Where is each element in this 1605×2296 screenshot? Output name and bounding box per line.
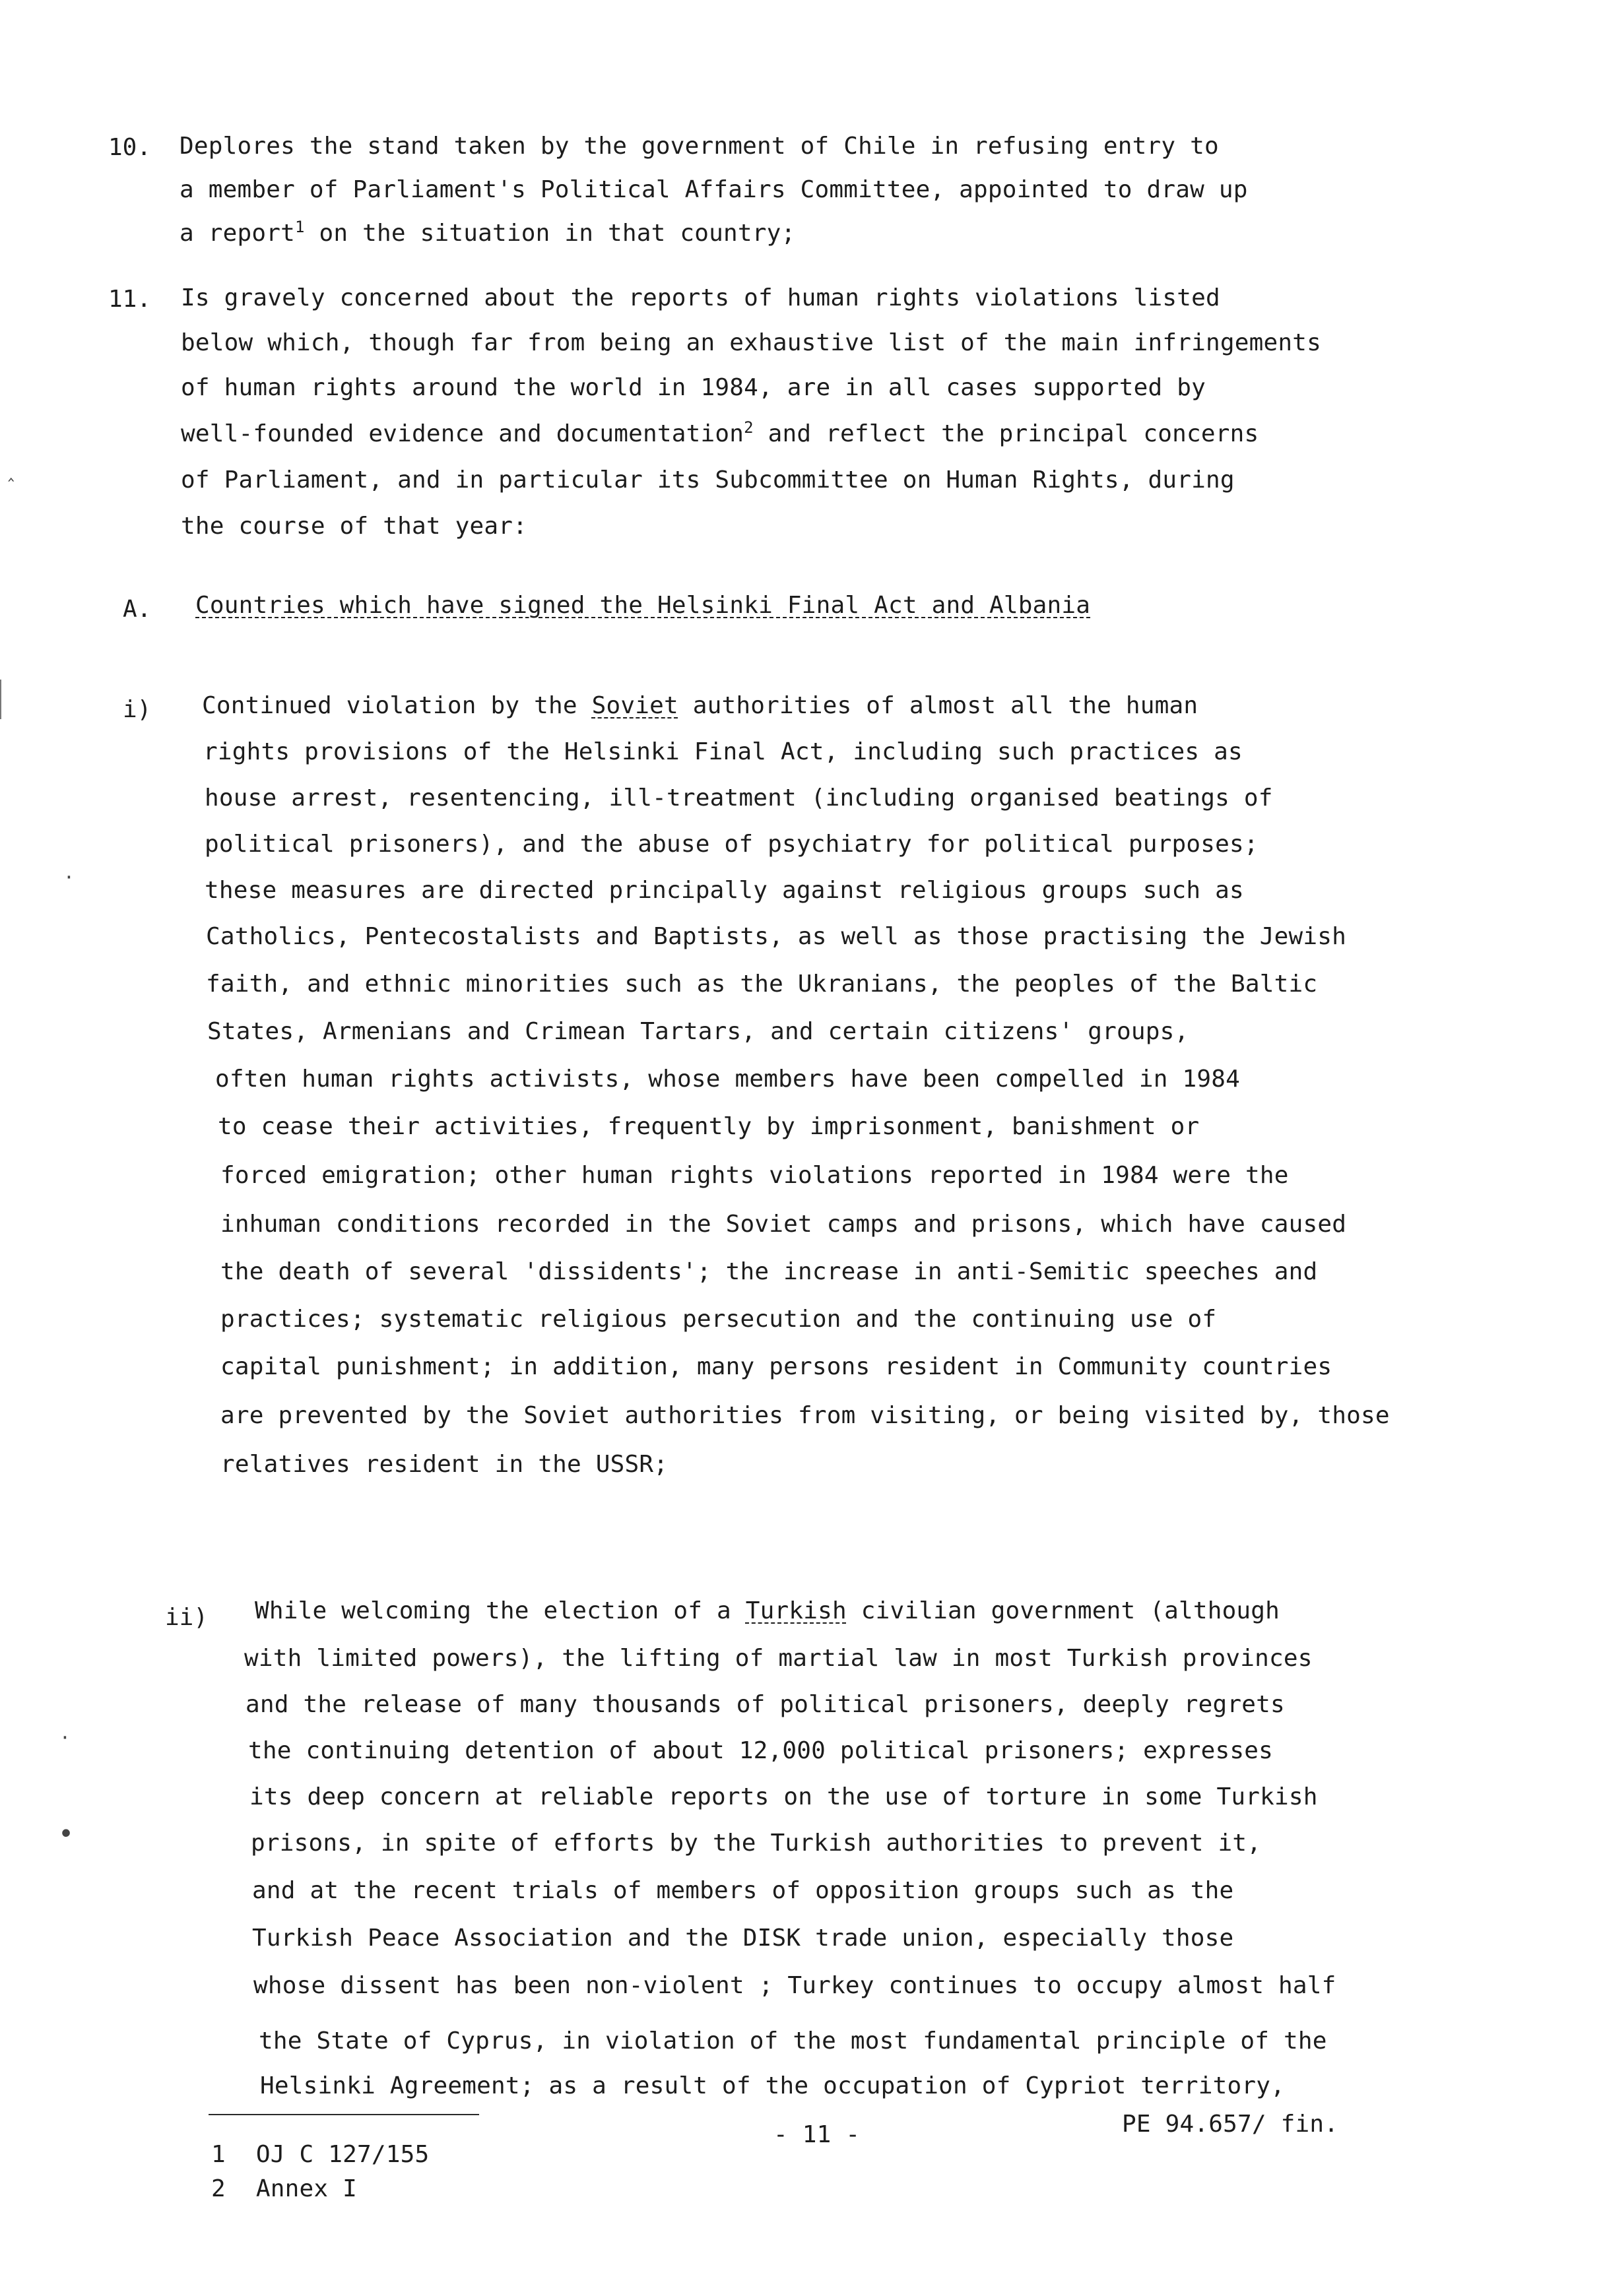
item-i-line-9: often human rights activists, whose members have been compelled in 1984 (215, 1066, 1241, 1093)
document-reference: PE 94.657/ fin. (1122, 2111, 1339, 2138)
item-ii-line-2: with limited powers), the lifting of martial law in most Turkish provinces (244, 1645, 1313, 1672)
item-ii-line-1 (255, 1597, 1280, 1626)
page-number: - 11 - (773, 2121, 861, 2148)
section-a-heading: Countries which have signed the Helsinki Final Act and Albania (195, 592, 1091, 619)
item-i-line-14: practices; systematic religious persecution and the continuing use of (220, 1306, 1217, 1333)
paragraph-10-line-3-text: a report (180, 220, 295, 247)
item-i-line-5: these measures are directed principally against religious groups such as (205, 877, 1244, 904)
paragraph-11-line-6: the course of that year: (181, 513, 527, 540)
country-soviet: Soviet (591, 692, 678, 719)
paragraph-11-line-4-text: well-founded evidence and documentation (181, 420, 744, 447)
paragraph-11-line-2: below which, though far from being an exhaustive list of the main infringements (181, 329, 1322, 356)
paragraph-11-line-3: of human rights around the world in 1984, are in all cases supported by (181, 374, 1206, 401)
paragraph-11-line-4-rest: and reflect the principal concerns (753, 420, 1259, 447)
item-i-line-12: inhuman conditions recorded in the Soviet camps and prisons, which have caused (220, 1211, 1347, 1238)
paragraph-11-line-1: Is gravely concerned about the reports of human rights violations listed (181, 284, 1220, 311)
item-ii-line-10: the State of Cyprus, in violation of the most fundamental principle of the (259, 2027, 1327, 2055)
footnote-2-text: Annex I (255, 2175, 357, 2202)
item-i-line-2: rights provisions of the Helsinki Final Act, including such practices as (203, 738, 1243, 765)
scan-speck: · (63, 866, 75, 888)
section-label-a: A. (123, 596, 152, 623)
paragraph-number-10: 10. (108, 134, 152, 161)
footnote-2 (211, 2175, 357, 2204)
scan-speck: • (58, 1819, 75, 1849)
item-i-line-8: States, Armenians and Crimean Tartars, and certain citizens' groups, (207, 1018, 1189, 1045)
paragraph-10-line-1: Deplores the stand taken by the government of Chile in refusing entry to (180, 133, 1219, 160)
item-i-line-1-pre: Continued violation by the (202, 692, 592, 719)
item-ii-line-4: the continuing detention of about 12,000 political prisoners; expresses (248, 1737, 1274, 1764)
item-ii-line-6: prisons, in spite of efforts by the Turkish authorities to prevent it, (251, 1830, 1262, 1857)
paragraph-number-11: 11. (108, 286, 152, 313)
footnote-1 (211, 2140, 429, 2169)
footnote-1-number: 1 (211, 2141, 226, 2168)
country-turkish: Turkish (745, 1597, 847, 1624)
item-i-line-6: Catholics, Pentecostalists and Baptists, as well as those practising the Jewish (206, 923, 1347, 950)
item-i-line-13: the death of several 'dissidents'; the increase in anti-Semitic speeches and (220, 1258, 1318, 1285)
item-label-ii: ii) (165, 1604, 209, 1631)
paragraph-11-line-5: of Parliament, and in particular its Subcommittee on Human Rights, during (181, 466, 1235, 494)
footnote-2-number: 2 (211, 2175, 226, 2202)
footnote-ref-2: 2 (744, 418, 754, 437)
footnote-ref-1: 1 (295, 218, 305, 236)
item-ii-line-1-post: civilian government (although (846, 1597, 1280, 1624)
item-i-line-10: to cease their activities, frequently by imprisonment, banishment or (218, 1113, 1200, 1140)
item-i-line-16: are prevented by the Soviet authorities from visiting, or being visited by, those (220, 1402, 1390, 1429)
item-i-line-4: political prisoners), and the abuse of psychiatry for political purposes; (205, 831, 1259, 858)
item-ii-line-8: Turkish Peace Association and the DISK trade union, especially those (252, 1925, 1234, 1952)
item-ii-line-5: its deep concern at reliable reports on the use of torture in some Turkish (249, 1783, 1318, 1810)
paragraph-10-line-3-rest: on the situation in that country; (304, 220, 796, 247)
item-i-line-1 (202, 691, 1198, 720)
item-i-line-1-post: authorities of almost all the human (678, 692, 1198, 719)
item-i-line-11: forced emigration; other human rights violations reported in 1984 were the (220, 1162, 1289, 1189)
paragraph-10-line-3 (180, 219, 795, 248)
footnote-rule (209, 2114, 479, 2115)
item-ii-line-7: and at the recent trials of members of opposition groups such as the (252, 1877, 1234, 1904)
scan-edge-mark (0, 680, 1, 719)
footnote-1-text: OJ C 127/155 (255, 2141, 430, 2168)
item-ii-line-3: and the release of many thousands of political prisoners, deeply regrets (246, 1691, 1285, 1718)
item-i-line-17: relatives resident in the USSR; (220, 1451, 669, 1478)
item-label-i: i) (123, 696, 152, 723)
paragraph-11-line-4 (181, 420, 1259, 449)
item-i-line-7: faith, and ethnic minorities such as the Ukranians, the peoples of the Baltic (206, 971, 1318, 998)
item-ii-line-11: Helsinki Agreement; as a result of the occupation of Cypriot territory, (260, 2072, 1286, 2099)
scan-speck: ‸ (8, 460, 15, 482)
item-ii-line-1-pre: While welcoming the election of a (255, 1597, 746, 1624)
paragraph-10-line-2: a member of Parliament's Political Affairs Committee, appointed to draw up (180, 176, 1248, 203)
item-ii-line-9: whose dissent has been non-violent ; Turkey continues to occupy almost half (253, 1972, 1336, 1999)
item-i-line-3: house arrest, resentencing, ill-treatment (including organised beatings of (205, 784, 1273, 812)
item-i-line-15: capital punishment; in addition, many persons resident in Community countries (220, 1353, 1332, 1380)
scan-speck: · (59, 1727, 71, 1748)
